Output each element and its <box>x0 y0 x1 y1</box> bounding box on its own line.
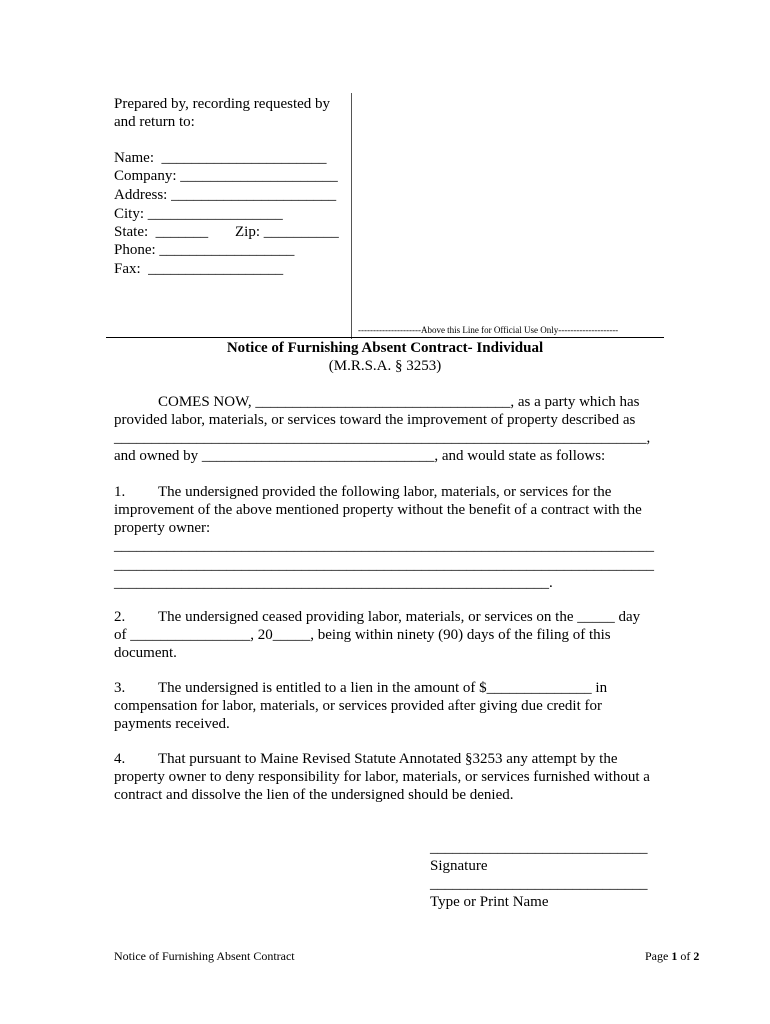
intro-line2: provided labor, materials, or services toward the improvement of property described as <box>114 412 636 428</box>
para1-line3: property owner: <box>114 520 211 536</box>
para1-blank2[interactable]: ________________________________________________________________________ <box>114 557 654 573</box>
header-horizontal-divider <box>106 337 664 338</box>
para1-number: 1. <box>114 484 126 500</box>
print-name-label: Type or Print Name <box>430 894 549 910</box>
para3-number: 3. <box>114 680 126 696</box>
state-field[interactable]: State: _______ <box>114 224 209 240</box>
para1-line1: The undersigned provided the following labor, materials, or services for the <box>158 484 612 500</box>
name-field[interactable]: Name: ______________________ <box>114 150 327 166</box>
para3-line3: payments received. <box>114 716 230 732</box>
page-current: 1 <box>671 949 678 963</box>
para3-line1[interactable]: The undersigned is entitled to a lien in the amount of $______________ in <box>158 680 608 696</box>
para2-line1[interactable]: The undersigned ceased providing labor, materials, or services on the _____ day <box>158 609 641 625</box>
print-name-line[interactable]: _____________________________ <box>430 876 648 892</box>
para4-number: 4. <box>114 751 126 767</box>
owner-field[interactable]: and owned by _______________________________, and would state as follows: <box>114 448 606 464</box>
signature-label: Signature <box>430 858 488 874</box>
document-subtitle: (M.R.S.A. § 3253) <box>328 358 442 374</box>
header-vertical-divider <box>351 93 352 339</box>
company-field[interactable]: Company: _____________________ <box>114 168 338 184</box>
para3-line2: compensation for labor, materials, or services provided after giving due credit for <box>114 698 602 714</box>
address-field[interactable]: Address: ______________________ <box>114 187 337 203</box>
intro-line1[interactable]: COMES NOW, __________________________________, as a party which has <box>158 394 640 410</box>
para4-line3: contract and dissolve the lien of the undersigned should be denied. <box>114 787 514 803</box>
zip-field[interactable]: Zip: __________ <box>235 224 339 240</box>
prepared-by-line2: and return to: <box>114 114 195 130</box>
prepared-by-line1: Prepared by, recording requested by <box>114 96 331 112</box>
para2-line3: document. <box>114 645 177 661</box>
signature-line[interactable]: _____________________________ <box>430 840 648 856</box>
para4-line1: That pursuant to Maine Revised Statute Annotated §3253 any attempt by the <box>158 751 618 767</box>
footer-title: Notice of Furnishing Absent Contract <box>114 949 295 963</box>
fax-field[interactable]: Fax: __________________ <box>114 261 284 277</box>
para2-line2[interactable]: of ________________, 20_____, being within ninety (90) days of the filing of this <box>114 627 611 643</box>
city-field[interactable]: City: __________________ <box>114 206 283 222</box>
para1-line2: improvement of the above mentioned property without the benefit of a contract with the <box>114 502 642 518</box>
para4-line2: property owner to deny responsibility for labor, materials, or services furnished without a <box>114 769 650 785</box>
para1-blank1[interactable]: ________________________________________________________________________ <box>114 538 654 554</box>
property-description-field[interactable]: _______________________________________________________________________, <box>114 430 651 446</box>
page-number <box>645 949 699 963</box>
page-mid: of <box>677 949 694 963</box>
para1-blank3[interactable]: __________________________________________________________. <box>114 575 553 591</box>
page-total: 2 <box>693 949 700 963</box>
para2-number: 2. <box>114 609 126 625</box>
document-title: Notice of Furnishing Absent Contract- Individual <box>226 340 544 356</box>
phone-field[interactable]: Phone: __________________ <box>114 242 295 258</box>
official-use-line: ---------------------Above this Line for Official Use Only-------------------- <box>358 325 619 335</box>
page-prefix: Page <box>645 949 672 963</box>
